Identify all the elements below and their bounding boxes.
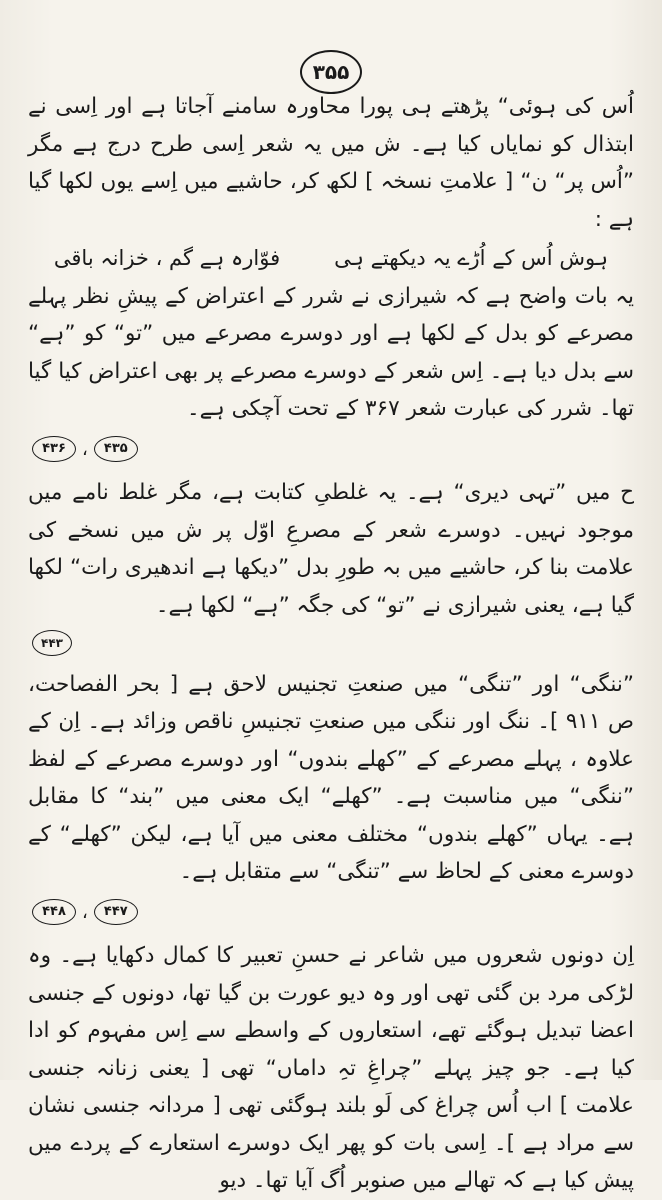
verse-number: ۴۳۵ — [94, 436, 138, 462]
verse-number: ۴۴۸ — [32, 899, 76, 925]
paragraph-5: اِن دونوں شعروں میں شاعر نے حسنِ تعبیر کا کمال دکھایا ہے۔ وہ لڑکی مرد بن گئی تھی اور وہ دیو عورت بن گیا تھا، دونوں کے جنسی اعضا تبدیل ہوگئے تھے، استعاروں کے واسطے سے اِس مفہوم کو ادا کیا ہے۔ جو چیز پہلے ”چراغِ تہِ داماں“ تھی [ یعنی زنانہ جنسی علامت ] اب اُس چراغ کی لَو بلند ہوگئی تھی [ مردانہ جنسی نشان سے مراد ہے ]۔ اِسی بات کو پھر ایک دوسرے استعارے کے پردے میں پیش کیا ہے کہ تھالے میں صنوبر اُگ آیا تھا۔ دیو — [28, 943, 634, 1193]
paragraph-1: اُس کی ہوئی“ پڑھتے ہی پورا محاورہ سامنے آجاتا ہے اور اِسی نے ابتذال کو نمایاں کیا ہے۔ ش میں یہ شعر اِسی طرح درج ہے مگر ”اُس پر“ ن“ [ علامتِ نسخہ ] لکھ کر، حاشیے میں اِسے یوں لکھا گیا ہے : — [28, 94, 634, 232]
verse-number: ۴۴۷ — [94, 899, 138, 925]
page-content — [28, 88, 634, 1200]
verse-couplet — [28, 240, 634, 278]
verse-number: ۴۳۶ — [32, 436, 76, 462]
paragraph-2: یہ بات واضح ہے کہ شیرازی نے شرر کے اعتراض کے پیشِ نظر پہلے مصرعے کو بدل کے لکھا ہے اور دوسرے مصرعے میں ”تو“ کو ”ہے“ سے بدل دیا ہے۔ اِس شعر کے دوسرے مصرعے پر بھی اعتراض کیا گیا تھا۔ شرر کی عبارت شعر ۳۶۷ کے تحت آچکی ہے۔ — [28, 283, 634, 421]
verse-marker — [28, 624, 634, 662]
verse-numbers-1: ۴۳۶ ، ۴۳۵ — [28, 430, 634, 469]
verse-hemistich-left: فوّارہ ہے گم ، خزانہ باقی — [53, 246, 281, 270]
verse-numbers-2: ۴۴۸ ، ۴۴۷ — [28, 893, 634, 932]
paragraph-4: ”ننگی“ اور ”تنگی“ میں صنعتِ تجنیس لاحق ہے [ بحر الفصاحت، ص ۹۱۱ ]۔ ننگ اور ننگی میں صنعتِ تجنیسِ ناقص وزائد ہے۔ اِن کے علاوہ ، پہلے مصرعے کے ”کھلے بندوں“ اور دوسرے مصرعے کے لفظ ”ننگی“ میں مناسبت ہے۔ ”کھلے“ ایک معنی میں ”بند“ کا مقابل ہے۔ یہاں ”کھلے بندوں“ مختلف معنی میں آیا ہے، لیکن ”کھلے“ کے دوسرے معنی کے لحاظ سے ”تنگی“ سے متقابل ہے۔ — [28, 671, 635, 884]
verse-hemistich-right: ہوش اُس کے اُڑے یہ دیکھتے ہی — [334, 246, 609, 270]
page-number: ۳۵۵ — [300, 50, 362, 94]
paragraph-3: ح میں ”تہی دیری“ ہے۔ یہ غلطیِ کتابت ہے، مگر غلط نامے میں موجود نہیں۔ دوسرے شعر کے مصرعِ اوّل پر ش میں نسخے کی علامت بنا کر، حاشیے میں بہ طورِ بدل ”دیکھا ہے اندھیری رات“ لکھا گیا ہے، یعنی شیرازی نے ”تو“ کی جگہ ”ہے“ لکھا ہے۔ — [28, 480, 634, 618]
verse-number: ۴۴۳ — [32, 630, 72, 656]
